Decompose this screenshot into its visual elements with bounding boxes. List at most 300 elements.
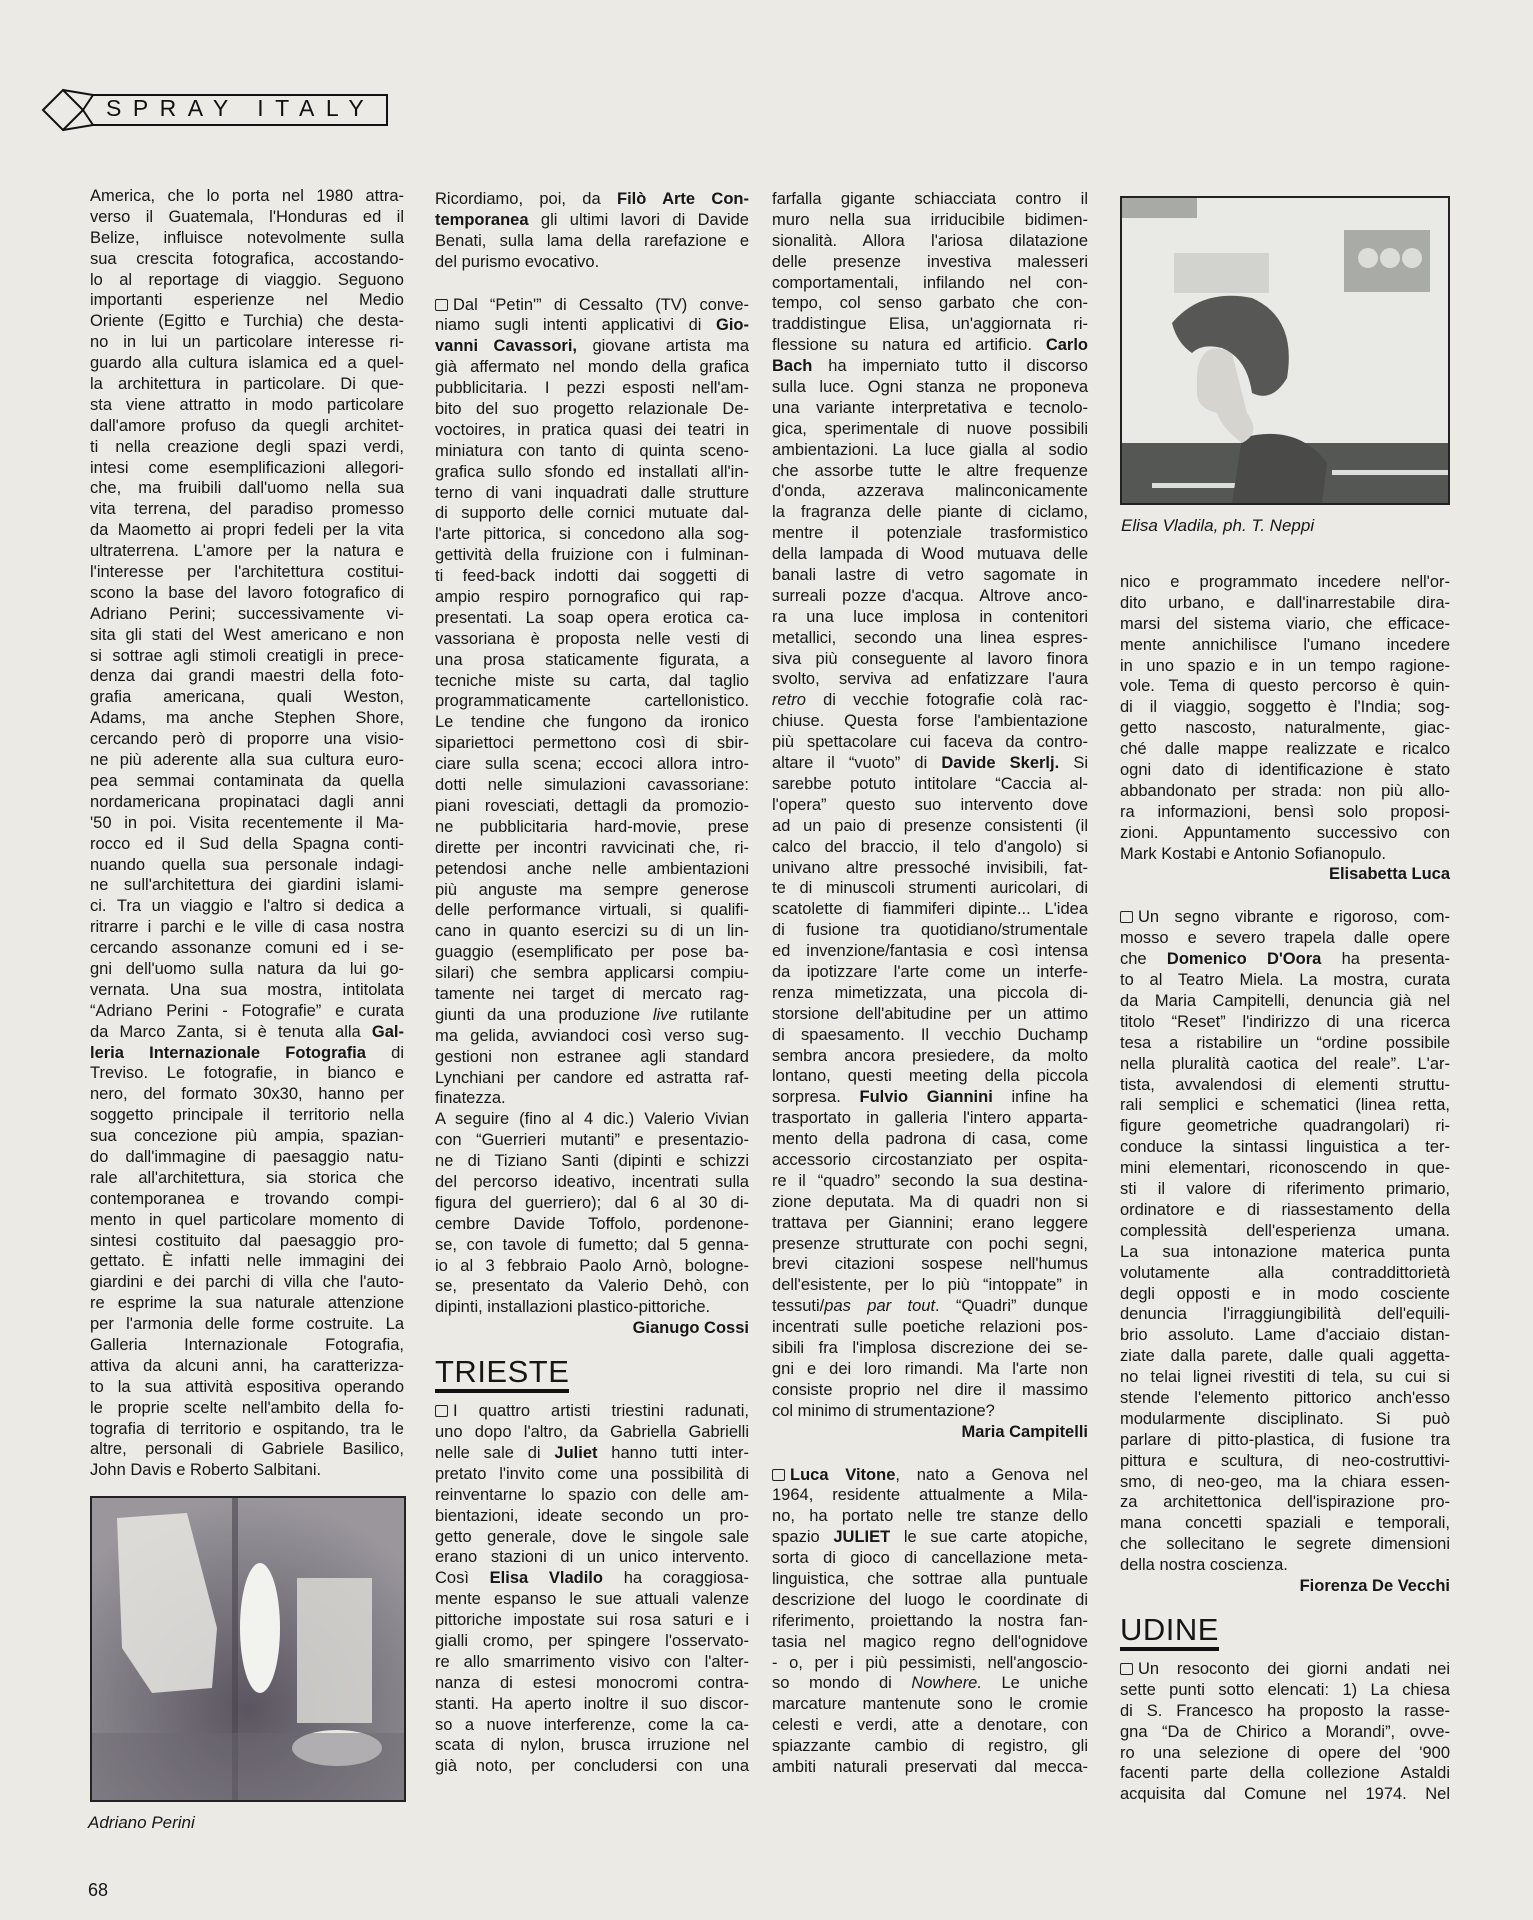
line-text: mente annichilisce l'umano incedere [1120, 635, 1450, 654]
text-line [772, 210, 1088, 231]
text-line [90, 1231, 404, 1252]
text-line [772, 1234, 1088, 1255]
bold-name: Gio- [716, 316, 749, 335]
text-line [772, 1653, 1088, 1674]
line-text: piani rovesciati, dettagli da promozio- [435, 796, 749, 815]
text-line [435, 629, 749, 650]
line-text: petendosi anche nelle ambientazioni [435, 859, 749, 878]
line-text: La sua intonazione materica punta [1120, 1242, 1450, 1261]
text-line [435, 1047, 749, 1068]
line-text: tografia di territorio e ospitando, tra le [90, 1419, 404, 1438]
line-text: ne sull'architettura dei giardini islami- [90, 876, 404, 895]
line-text: vita terrena, del paradiso promesso [90, 500, 404, 519]
line-text: incentrati sulle poetiche relazioni pos- [772, 1318, 1088, 1337]
line-text: la architettura in particolare. Di que- [90, 375, 404, 394]
line-text: spiazzante cambio di registro, gli [772, 1737, 1088, 1756]
text-line [772, 1465, 1088, 1486]
text-line [435, 942, 749, 963]
text-line [435, 1297, 749, 1318]
paragraph [772, 189, 1088, 1422]
text-line [772, 878, 1088, 899]
text-line [772, 273, 1088, 294]
text-line [90, 625, 404, 646]
text-line [435, 796, 749, 817]
text-line [435, 1109, 749, 1130]
text-line [772, 1317, 1088, 1338]
text-line [1120, 949, 1450, 970]
text-line [1120, 1701, 1450, 1722]
bullet-square-icon [1120, 911, 1133, 923]
line-text: re il “quadro” secondo la sua destina- [772, 1171, 1088, 1190]
bold-name: Carlo [1045, 336, 1088, 355]
bold-name: Gal- [371, 1022, 404, 1041]
line-text: le proprie scelte nell'ambito della fo- [90, 1398, 404, 1417]
line-text: una prosa staticamente figurata, a [435, 650, 749, 669]
line-text: parlare di pitto-plastica, di fusione tra [1120, 1430, 1450, 1449]
line-text: d'onda, azzerava malinconicamente [772, 482, 1088, 501]
line-text: Le uniche [981, 1674, 1088, 1693]
text-line [1120, 1304, 1450, 1325]
text-line [772, 1715, 1088, 1736]
text-line [90, 834, 404, 855]
line-text: no telai lignei rivestiti di tela, su cui si [1120, 1368, 1450, 1387]
text-line [772, 732, 1088, 753]
line-text: za architettonica dell'ispirazione pro- [1120, 1493, 1450, 1512]
bold-name: JULIET [833, 1528, 891, 1547]
line-text: celesti e verdi, atte a denotare, con [772, 1716, 1088, 1735]
line-text: ogni dato di identificazione è stato [1120, 761, 1450, 780]
line-text: dall'amore profuso da quegli architet- [90, 416, 404, 435]
line-text: dipinti, installazioni plastico-pittoriche. [435, 1298, 711, 1317]
line-text: nero, del formato 30x30, hanno per [90, 1085, 404, 1104]
line-text: ultraterrena. L'amore per la natura e [90, 542, 404, 561]
line-text: riferimento, proiettando la nostra fan- [772, 1611, 1088, 1630]
paragraph-gap [772, 1443, 1088, 1465]
line-text: Galleria Internazionale Fotografia, [90, 1335, 404, 1354]
line-text: la fragranza delle piante di ciclamo, [772, 503, 1088, 522]
line-text: Lynchiani per candore ed astratta raf- [435, 1068, 749, 1087]
line-text: di supporto delle cornici mutuate dal- [435, 504, 749, 523]
line-text: per l'armonia delle forme costruite. La [90, 1315, 404, 1334]
text-line [90, 1189, 404, 1210]
line-text: contemporanea e trovando compi- [90, 1189, 404, 1208]
text-line [435, 1130, 749, 1151]
line-text: intesi come esemplificazioni allegori- [90, 458, 404, 477]
text-line [435, 900, 749, 921]
text-line [435, 1068, 749, 1089]
line-text: svolto, serviva ad enfatizzare l'aura [772, 670, 1088, 689]
text-line [435, 1214, 749, 1235]
text-line [772, 711, 1088, 732]
bold-name: Elisa Vladilo [489, 1569, 603, 1588]
text-line [772, 419, 1088, 440]
text-line [1120, 1179, 1450, 1200]
line-text: mini elementari, riconoscendo in que- [1120, 1159, 1450, 1178]
line-text: delle presenze investiva malesseri [772, 252, 1088, 271]
line-text: muro nella sua irriducibile bidimen- [772, 210, 1088, 229]
line-text: so mondo di [772, 1674, 912, 1693]
line-text: sulla luce. Ogni stanza ne proponeva [772, 378, 1088, 397]
line-text: ha coraggiosa- [602, 1569, 749, 1588]
text-line [90, 875, 404, 896]
text-line [1120, 1659, 1450, 1680]
text-line [772, 1066, 1088, 1087]
line-text: tempo, col senso garbato che con- [772, 294, 1088, 313]
paragraph [1120, 572, 1450, 864]
line-text: sintesi costituito dal paesaggio pro- [90, 1231, 404, 1250]
line-text: trasportato in galleria l'intero apparta- [772, 1109, 1088, 1128]
line-text: lontano, questi meeting della piccola [772, 1067, 1088, 1086]
text-line [772, 1254, 1088, 1275]
text-line [772, 1673, 1088, 1694]
text-line [90, 792, 404, 813]
line-text: voctoires, in pratica quasi dei teatri in [435, 420, 749, 439]
line-text: gna “Da de Chirico a Morandi”, ovve- [1120, 1722, 1450, 1741]
paragraph [435, 295, 749, 1110]
text-line [772, 440, 1088, 461]
line-text: del percorso ideativo, incentrati sulla [435, 1172, 749, 1191]
text-line [90, 813, 404, 834]
text-line [90, 353, 404, 374]
line-text: mana concetti spaziali e temporali, [1120, 1514, 1450, 1533]
text-line [772, 899, 1088, 920]
line-text: descrizione del luogo le coordinate di [772, 1590, 1088, 1609]
city-heading-wrap [1120, 1597, 1450, 1659]
line-text: più anguste ma sempre generose [435, 880, 749, 899]
bold-name: Juliet [554, 1443, 598, 1462]
line-text: consiste proprio nel dire il massimo [772, 1380, 1088, 1399]
text-line [772, 1359, 1088, 1380]
line-text: vernata. Una sua mostra, intitolata [90, 980, 404, 999]
text-line [435, 1506, 749, 1527]
line-text: nordamericana propinataci dagli anni [90, 792, 404, 811]
line-text: denza dai grandi maestri della foto- [90, 667, 404, 686]
line-text: presentati. La soap opera erotica ca- [435, 608, 749, 627]
line-text: pea semmai contaminata da quella [90, 771, 404, 790]
line-text: mente espanso le sue attuali valenze [435, 1590, 749, 1609]
line-text: cercando assonanze comuni ed i se- [90, 939, 404, 958]
text-line [90, 311, 404, 332]
line-text: ordinatore e di riassestamento della [1120, 1200, 1450, 1219]
photo-adriano-perini [90, 1496, 406, 1802]
text-line [772, 1757, 1088, 1778]
line-text: guardo alla cultura islamica ed a quel- [90, 354, 404, 373]
paragraph [1120, 907, 1450, 1576]
text-line [90, 249, 404, 270]
paragraph [90, 186, 404, 1481]
line-text: altare il “vuoto” di [772, 754, 942, 773]
text-line [772, 1632, 1088, 1653]
text-line [435, 566, 749, 587]
text-line [1120, 1388, 1450, 1409]
line-text: chiuse. Questa forse l'ambientazione [772, 712, 1088, 731]
line-text: surreali pozze d'acqua. Altrove anco- [772, 586, 1088, 605]
text-line [435, 963, 749, 984]
text-line [1120, 928, 1450, 949]
text-line [435, 189, 749, 210]
text-line [90, 729, 404, 750]
text-line [435, 231, 749, 252]
line-text: le sue carte atopiche, [890, 1528, 1088, 1547]
line-text: ra una luce implosa in contenitori [772, 607, 1088, 626]
text-line [772, 502, 1088, 523]
text-line [90, 228, 404, 249]
text-line [1120, 1722, 1450, 1743]
line-text: ra informazioni, bensì solo proposi- [1120, 802, 1450, 821]
line-text: accessorio circostanziato per ospita- [772, 1150, 1088, 1169]
text-line [1120, 676, 1450, 697]
bold-name: Bach [772, 357, 813, 376]
line-text: sibili fra l'implosa discrezione dei se- [772, 1338, 1088, 1357]
line-text: nico e programmato incedere nell'or- [1120, 573, 1450, 591]
line-text: traddistingue Elisa, un'aggiornata ri- [772, 315, 1088, 334]
text-line [90, 855, 404, 876]
text-line [90, 646, 404, 667]
text-line [90, 959, 404, 980]
text-line [772, 690, 1088, 711]
text-line [1120, 1430, 1450, 1451]
text-line [435, 1610, 749, 1631]
text-line [435, 775, 749, 796]
line-text: pretato l'invito come una possibilità di [435, 1464, 749, 1483]
text-line [435, 754, 749, 775]
text-line [772, 1590, 1088, 1611]
line-text: di vecchie fotografie colà rac- [805, 691, 1088, 710]
line-text: verso il Guatemala, l'Honduras ed il [90, 207, 404, 226]
line-text: che [1120, 950, 1167, 969]
line-text: finatezza. [435, 1089, 506, 1108]
line-text: importanti esperienze nel Medio [90, 291, 404, 310]
line-text: già affermato nel mondo della grafica [435, 358, 749, 377]
line-text: silari) che sembra applicarsi compiu- [435, 964, 749, 983]
line-text: che assorbe tutte le altre frequenze [772, 461, 1088, 480]
line-text: brevi citazioni sospese nell'humus [772, 1255, 1088, 1274]
line-text: una variante interpretativa e tecnolo- [772, 398, 1088, 417]
text-line [90, 1419, 404, 1440]
text-line [1120, 635, 1450, 656]
line-text: niamo sugli intenti applicativi di [435, 316, 716, 335]
line-text: nanza di estesi monocromi contra- [435, 1673, 749, 1692]
line-text: to la sua attività espositiva operando [90, 1377, 404, 1396]
line-text: marsi del sistema viario, che efficace- [1120, 614, 1450, 633]
text-line [90, 437, 404, 458]
text-line [435, 1568, 749, 1589]
line-text: vole. Tema di questo percorso è quin- [1120, 677, 1450, 696]
text-line [1120, 1200, 1450, 1221]
line-text: degli opposti e in modo cosciente [1120, 1284, 1450, 1303]
line-text: ambiti naturali preservati dal mecca- [772, 1758, 1088, 1777]
text-line [772, 1338, 1088, 1359]
text-line [90, 416, 404, 437]
line-text: ché dalle mappe realizzate e ricalco [1120, 740, 1450, 759]
text-line [772, 398, 1088, 419]
line-text: vassoriana è proposta nelle vesti di [435, 629, 749, 648]
line-text: gettato. È infatti nelle immagini dei [90, 1252, 404, 1271]
line-text: sti il valore di riferimento primario, [1120, 1180, 1450, 1199]
text-line [772, 607, 1088, 628]
text-line [1120, 1221, 1450, 1242]
text-line [90, 270, 404, 291]
line-text: Ricordiamo, poi, da [435, 190, 618, 208]
line-text: Oriente (Egitto e Turchia) che desta- [90, 312, 404, 331]
text-line [435, 441, 749, 462]
bold-name: Davide Skerlj. [941, 754, 1060, 773]
paragraph-gap [1120, 885, 1450, 907]
text-line [90, 1356, 404, 1377]
line-text: hanno tutti inter- [597, 1443, 749, 1462]
text-line [90, 1377, 404, 1398]
text-line [90, 332, 404, 353]
line-text: Mark Kostabi e Antonio Sofianopulo. [1120, 844, 1387, 863]
text-line [90, 1105, 404, 1126]
text-line [772, 1004, 1088, 1025]
line-text: sette punti sotto elencati: 1) La chiesa [1120, 1680, 1450, 1699]
line-text: gica, sperimentale di nuove possibili [772, 419, 1088, 438]
line-text: lo al reportage di viaggio. Seguono [90, 270, 404, 289]
line-text: gli ultimi lavori di Davide [528, 210, 749, 229]
line-text: dito urbano, e dall'inarrestabile dira- [1120, 593, 1450, 612]
line-text: ci. Tra un viaggio e l'altro si dedica a [90, 897, 404, 916]
text-line [1120, 760, 1450, 781]
text-line [1120, 1116, 1450, 1137]
column-3 [772, 189, 1088, 1778]
text-line [1120, 1346, 1450, 1367]
text-line [772, 1171, 1088, 1192]
text-line [1120, 593, 1450, 614]
line-text: metallici, secondo una linea espres- [772, 628, 1088, 647]
text-line [90, 1398, 404, 1419]
line-text: sorta di gioco di cancellazione meta- [772, 1549, 1088, 1568]
line-text: Un segno vibrante e rigoroso, com- [1138, 908, 1450, 927]
line-text: getto generale, dove le singole sale [435, 1527, 749, 1546]
text-line [772, 544, 1088, 565]
text-line [90, 1460, 404, 1481]
text-line [435, 1401, 749, 1422]
text-line [772, 252, 1088, 273]
text-line [435, 671, 749, 692]
text-line [1120, 907, 1450, 928]
text-line [1120, 1472, 1450, 1493]
line-text: ritrarre i parchi e le ville di casa nostra [90, 918, 404, 937]
text-line [90, 1022, 404, 1043]
text-line [1120, 1492, 1450, 1513]
text-line [1120, 1012, 1450, 1033]
line-text: siva più conseguente al lavoro finora [772, 649, 1088, 668]
text-line [90, 1293, 404, 1314]
line-text: ma gelida, avviandoci così verso sug- [435, 1026, 749, 1045]
text-line [435, 1172, 749, 1193]
text-line [435, 483, 749, 504]
author-signature: Gianugo Cossi [632, 1319, 749, 1338]
text-line [435, 1715, 749, 1736]
line-text: linguistica, che sottrae alla puntuale [772, 1570, 1088, 1588]
text-line [435, 1005, 749, 1026]
text-line [1120, 1242, 1450, 1263]
text-line [1120, 1095, 1450, 1116]
line-text: banali lastre di vetro sagomate in [772, 566, 1088, 585]
line-text: John Davis e Roberto Salbitani. [90, 1461, 322, 1480]
text-line [435, 817, 749, 838]
line-text: ti nella creazione degli spazi verdi, [90, 437, 404, 456]
line-text: tasia nel magico regno dell'ognidove [772, 1632, 1088, 1651]
line-text: sua crescita fotografica, accostando- [90, 249, 404, 268]
line-text: mentre il potenziale trasformistico [772, 524, 1088, 543]
line-text: che sollecitano le segrete dimensioni [1120, 1535, 1450, 1554]
line-text: sarebbe potuto intitolare “Caccia al- [772, 774, 1088, 793]
line-text: attiva da alcuni anni, ha caratterizza- [90, 1356, 404, 1375]
bullet-square-icon [435, 1405, 448, 1417]
text-line [772, 1192, 1088, 1213]
text-line [435, 524, 749, 545]
line-text: acquisita dal Comune nel 1974. Nel [1120, 1785, 1450, 1804]
text-line [435, 1422, 749, 1443]
text-line [772, 461, 1088, 482]
line-text: no, ha portato nelle tre stanze dello [772, 1507, 1088, 1526]
line-text: ad un paio di presenze consistenti (il [772, 816, 1088, 835]
text-line [1120, 1743, 1450, 1764]
line-text: modularmente disciplinato. Si può [1120, 1409, 1450, 1428]
text-line [1120, 802, 1450, 823]
line-text: stanti. Ha aperto inoltre il suo discor- [435, 1694, 749, 1713]
text-line [90, 1126, 404, 1147]
text-line [772, 314, 1088, 335]
text-line [1120, 991, 1450, 1012]
text-line [435, 1485, 749, 1506]
text-line [1120, 1054, 1450, 1075]
text-line [772, 1129, 1088, 1150]
text-line [435, 1464, 749, 1485]
column-2 [435, 189, 749, 1777]
author-signature: Fiorenza De Vecchi [1299, 1576, 1450, 1595]
line-text: cano in quanto esercizi su di un lin- [435, 922, 749, 941]
text-line [435, 880, 749, 901]
text-line [435, 650, 749, 671]
line-text: giunti da una produzione [435, 1005, 653, 1024]
text-line [772, 481, 1088, 502]
line-text: Si [1059, 754, 1089, 773]
text-line [90, 1314, 404, 1335]
line-text: altre, personali di Gabriele Basilico, [90, 1440, 404, 1459]
line-text: tista, avvalendosi di elementi struttu- [1120, 1075, 1450, 1094]
text-line [90, 1084, 404, 1105]
text-line [435, 315, 749, 336]
text-line [1120, 1284, 1450, 1305]
text-line [90, 687, 404, 708]
city-heading: TRIESTE [435, 1355, 569, 1393]
line-text: programmaticamente cartellonistico. [435, 692, 749, 711]
line-text: te di minuscoli strumenti auricolari, di [772, 879, 1088, 898]
line-text: cercando però di proporre una visio- [90, 730, 404, 749]
text-line [772, 335, 1088, 356]
text-line [772, 858, 1088, 879]
text-line [90, 1168, 404, 1189]
line-text: flessione su natura ed artificio. [772, 336, 1046, 355]
text-line [435, 295, 749, 316]
line-text: gettività della fruizione con i fulminan- [435, 546, 749, 565]
line-text: gni dell'uomo sulla natura da lui go- [90, 959, 404, 978]
text-line [1120, 823, 1450, 844]
text-line [1120, 656, 1450, 677]
line-text: do dall'immagine di paesaggio natu- [90, 1147, 404, 1166]
bullet-square-icon [1120, 1663, 1133, 1675]
bold-name: Luca Vitone [790, 1465, 896, 1484]
text-line [772, 649, 1088, 670]
text-line [435, 608, 749, 629]
text-line [1120, 1784, 1450, 1805]
bold-name: Fulvio Giannini [859, 1088, 993, 1107]
text-line [1120, 1513, 1450, 1534]
line-text: mento in quel particolare momento di [90, 1210, 404, 1229]
